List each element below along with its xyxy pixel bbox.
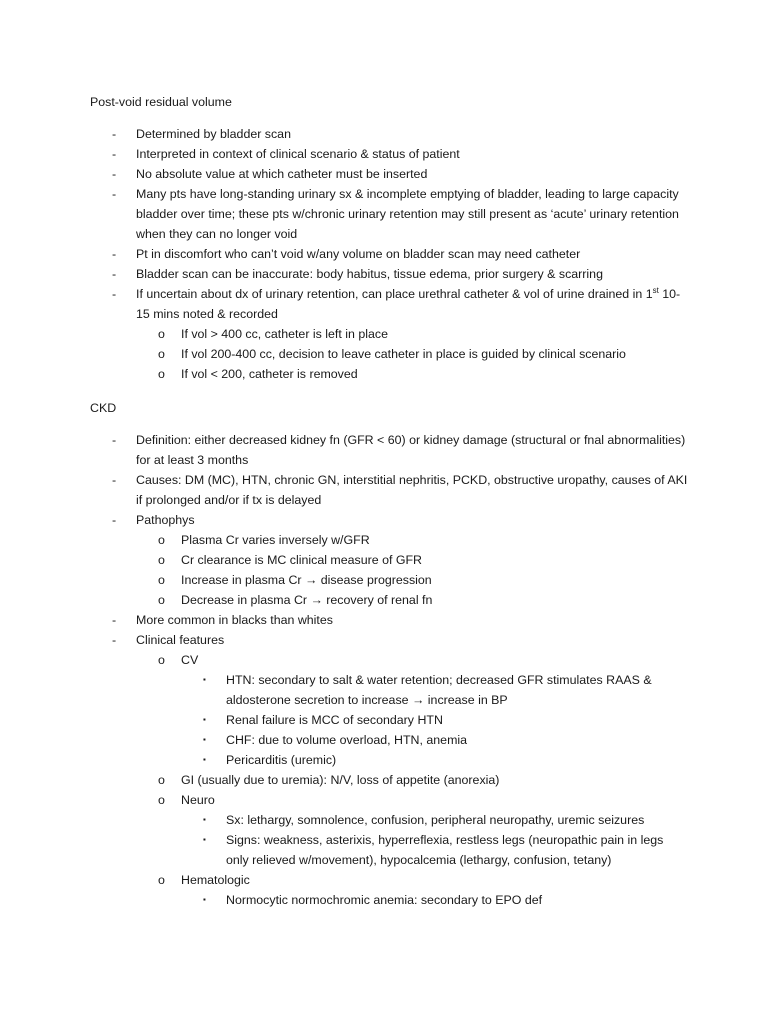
list-item-level-3 bbox=[0, 670, 768, 710]
bullet-marker: ▪ bbox=[203, 675, 206, 684]
list-item-level-1 bbox=[0, 244, 768, 264]
list-item-level-2 bbox=[0, 324, 768, 344]
bullet-marker: o bbox=[158, 327, 165, 341]
bullet-marker: ▪ bbox=[203, 835, 206, 844]
list-item-level-1 bbox=[0, 184, 768, 244]
list-item-text: Pericarditis (uremic) bbox=[226, 753, 337, 767]
list-item-text: Decrease in plasma Cr → recovery of renal fn bbox=[181, 593, 433, 607]
post-void-residual-list bbox=[0, 124, 768, 384]
bullet-marker: o bbox=[158, 347, 165, 361]
list-item-text: CV bbox=[181, 653, 199, 667]
bullet-marker: - bbox=[112, 633, 117, 647]
bullet-marker: - bbox=[112, 473, 117, 487]
list-item-text: If uncertain about dx of urinary retention, can place urethral catheter & vol of urine drained in 1 bbox=[136, 287, 653, 301]
list-item-text: Renal failure is MCC of secondary HTN bbox=[226, 713, 443, 727]
list-item-text: HTN: secondary to salt & water retention; decreased GFR stimulates RAAS & aldosterone secretion to increase → increase in BP bbox=[226, 673, 652, 707]
list-item-text: Definition: either decreased kidney fn (GFR < 60) or kidney damage (structural or fnal abnormalities) for at least 3 months bbox=[136, 433, 686, 467]
section-heading-ckd: CKD bbox=[90, 401, 117, 415]
list-item-text: Increase in plasma Cr → disease progression bbox=[181, 573, 432, 587]
bullet-marker: - bbox=[112, 127, 117, 141]
ckd-list bbox=[0, 430, 768, 910]
bullet-marker: - bbox=[112, 167, 117, 181]
list-item-text: Normocytic normochromic anemia: secondary to EPO def bbox=[226, 893, 543, 907]
list-item-level-2 bbox=[0, 790, 768, 810]
list-item-text-continued: 10-15 mins noted & recorded bbox=[136, 287, 681, 321]
bullet-marker: o bbox=[158, 367, 165, 381]
bullet-marker: - bbox=[112, 433, 117, 447]
list-item-level-3 bbox=[0, 890, 768, 910]
bullet-marker: ▪ bbox=[203, 715, 206, 724]
bullet-marker: - bbox=[112, 247, 117, 261]
bullet-marker: o bbox=[158, 653, 165, 667]
list-item-level-2 bbox=[0, 550, 768, 570]
list-item-text: Determined by bladder scan bbox=[136, 127, 291, 141]
list-item-text: Cr clearance is MC clinical measure of GFR bbox=[181, 553, 422, 567]
list-item-level-2 bbox=[0, 364, 768, 384]
list-item-level-1 bbox=[0, 284, 768, 324]
list-item-level-1 bbox=[0, 610, 768, 630]
bullet-marker: - bbox=[112, 187, 117, 201]
list-item-text: Hematologic bbox=[181, 873, 250, 887]
section-heading-post-void-residual-volume: Post-void residual volume bbox=[90, 95, 232, 109]
bullet-marker: o bbox=[158, 873, 165, 887]
bullet-marker: ▪ bbox=[203, 815, 206, 824]
list-item-level-1 bbox=[0, 430, 768, 470]
list-item-level-1 bbox=[0, 630, 768, 650]
bullet-marker: o bbox=[158, 593, 165, 607]
list-item-text: Causes: DM (MC), HTN, chronic GN, interstitial nephritis, PCKD, obstructive uropathy, causes of AKI if prolonged and/or if tx is delayed bbox=[136, 473, 688, 507]
list-item-level-2 bbox=[0, 344, 768, 364]
list-item-level-2 bbox=[0, 650, 768, 670]
list-item-level-1 bbox=[0, 124, 768, 144]
list-item-text: GI (usually due to uremia): N/V, loss of appetite (anorexia) bbox=[181, 773, 500, 787]
bullet-marker: - bbox=[112, 613, 117, 627]
bullet-marker: o bbox=[158, 573, 165, 587]
list-item-level-2 bbox=[0, 570, 768, 590]
list-item-level-2 bbox=[0, 770, 768, 790]
list-item-text: Pt in discomfort who can’t void w/any volume on bladder scan may need catheter bbox=[136, 247, 581, 261]
list-item-level-1 bbox=[0, 510, 768, 530]
list-item-text: If vol < 200, catheter is removed bbox=[181, 367, 358, 381]
list-item-level-3 bbox=[0, 730, 768, 750]
list-item-level-3 bbox=[0, 710, 768, 730]
list-item-level-1 bbox=[0, 164, 768, 184]
superscript-text: st bbox=[652, 285, 659, 295]
list-item-text: Sx: lethargy, somnolence, confusion, peripheral neuropathy, uremic seizures bbox=[226, 813, 645, 827]
list-item-text: Bladder scan can be inaccurate: body habitus, tissue edema, prior surgery & scarring bbox=[136, 267, 603, 281]
bullet-marker: o bbox=[158, 793, 165, 807]
list-item-text: Clinical features bbox=[136, 633, 225, 647]
list-item-level-1 bbox=[0, 470, 768, 510]
list-item-text: Many pts have long-standing urinary sx & incomplete emptying of bladder, leading to large capacity bladder over time; these pts w/chronic urinary retention may still present as ‘acute’ urinary retention when they can no longer void bbox=[136, 187, 679, 241]
list-item-level-3 bbox=[0, 830, 768, 870]
list-item-text: Pathophys bbox=[136, 513, 195, 527]
bullet-marker: - bbox=[112, 147, 117, 161]
list-item-level-3 bbox=[0, 810, 768, 830]
bullet-marker: ▪ bbox=[203, 735, 206, 744]
list-item-level-1 bbox=[0, 144, 768, 164]
list-item-text: Signs: weakness, asterixis, hyperreflexia, restless legs (neuropathic pain in legs only relieved w/movement), hypocalcemia (lethargy, confusion, tetany) bbox=[226, 833, 664, 867]
list-item-text: Neuro bbox=[181, 793, 215, 807]
list-item-level-1 bbox=[0, 264, 768, 284]
bullet-marker: ▪ bbox=[203, 755, 206, 764]
list-item-text: More common in blacks than whites bbox=[136, 613, 333, 627]
list-item-level-2 bbox=[0, 530, 768, 550]
list-item-text: CHF: due to volume overload, HTN, anemia bbox=[226, 733, 468, 747]
list-item-text: Interpreted in context of clinical scenario & status of patient bbox=[136, 147, 460, 161]
bullet-marker: ▪ bbox=[203, 895, 206, 904]
list-item-text: No absolute value at which catheter must be inserted bbox=[136, 167, 428, 181]
bullet-marker: o bbox=[158, 533, 165, 547]
list-item-level-2 bbox=[0, 590, 768, 610]
list-item-level-3 bbox=[0, 750, 768, 770]
bullet-marker: - bbox=[112, 513, 117, 527]
bullet-marker: - bbox=[112, 287, 117, 301]
list-item-text: Plasma Cr varies inversely w/GFR bbox=[181, 533, 370, 547]
bullet-marker: - bbox=[112, 267, 117, 281]
list-item-text: If vol > 400 cc, catheter is left in place bbox=[181, 327, 388, 341]
bullet-marker: o bbox=[158, 773, 165, 787]
list-item-level-2 bbox=[0, 870, 768, 890]
bullet-marker: o bbox=[158, 553, 165, 567]
list-item-text: If vol 200-400 cc, decision to leave catheter in place is guided by clinical scenario bbox=[181, 347, 626, 361]
